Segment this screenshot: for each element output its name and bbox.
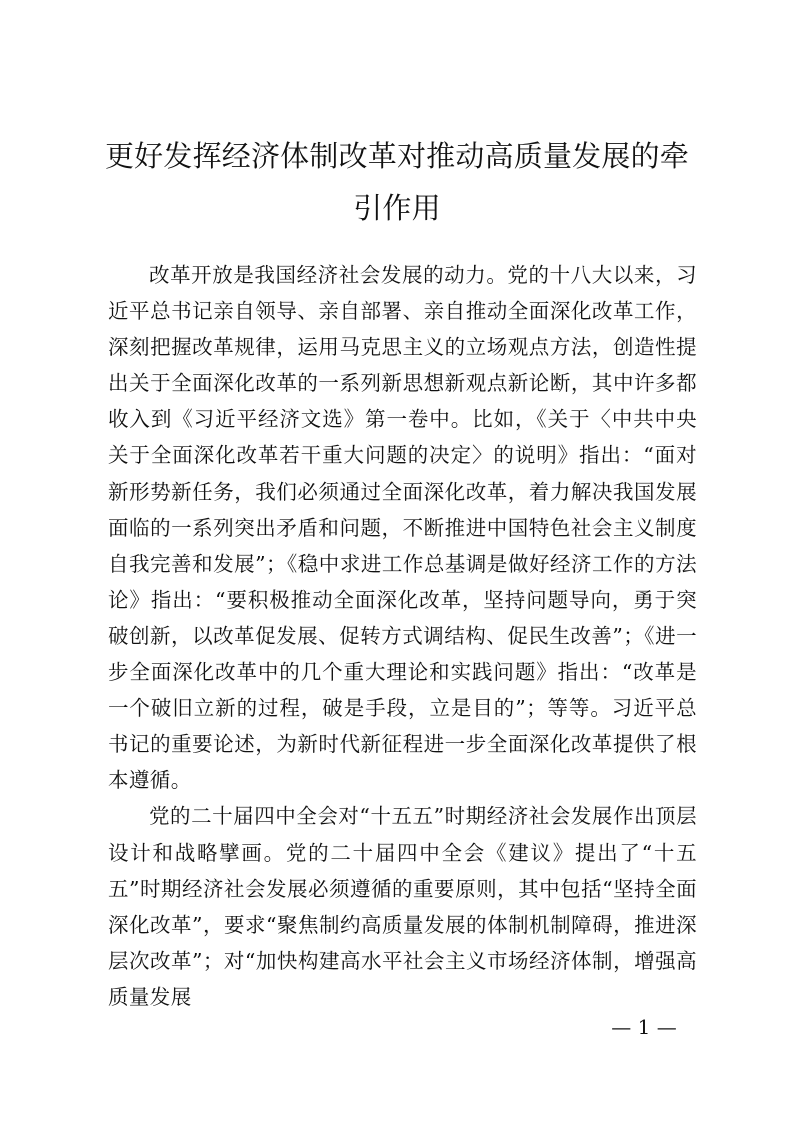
page-number: — 1 — <box>611 1015 677 1039</box>
document-title <box>98 130 696 234</box>
title-line-2: 引作用 <box>353 191 441 225</box>
body-paragraph-2: 党的二十届四中全会对“十五五”时期经济社会发展作出顶层设计和战略擘画。党的二十届四中全会《建议》提出了“十五五”时期经济社会发展必须遵循的重要原则，其中包括“坚持全面深化改革”，要求“聚焦制约高质量发展的体制机制障碍，推进深层次改革”；对“加快构建高水平社会主义市场经济体制，增强高质量发展 <box>108 804 697 1009</box>
document-body <box>108 257 697 1015</box>
body-paragraph-1: 改革开放是我国经济社会发展的动力。党的十八大以来，习近平总书记亲自领导、亲自部署、亲自推动全面深化改革工作，深刻把握改革规律，运用马克思主义的立场观点方法，创造性提出关于全面深化改革的一系列新思想新观点新论断，其中许多都收入到《习近平经济文选》第一卷中。比如，《关于〈中共中央关于全面深化改革若干重大问题的决定〉的说明》指出：“面对新形势新任务，我们必须通过全面深化改革，着力解决我国发展面临的一系列突出矛盾和问题，不断推进中国特色社会主义制度自我完善和发展”；《稳中求进工作总基调是做好经济工作的方法论》指出：“要积极推动全面深化改革，坚持问题导向，勇于突破创新，以改革促发展、促转方式调结构、促民生改善”；《进一步全面深化改革中的几个重大理论和实践问题》指出：“改革是一个破旧立新的过程，破是手段，立是目的”；等等。习近平总书记的重要论述，为新时代新征程进一步全面深化改革提供了根本遵循。 <box>108 263 697 793</box>
title-line-1: 更好发挥经济体制改革对推动高质量发展的牵 <box>104 139 689 173</box>
